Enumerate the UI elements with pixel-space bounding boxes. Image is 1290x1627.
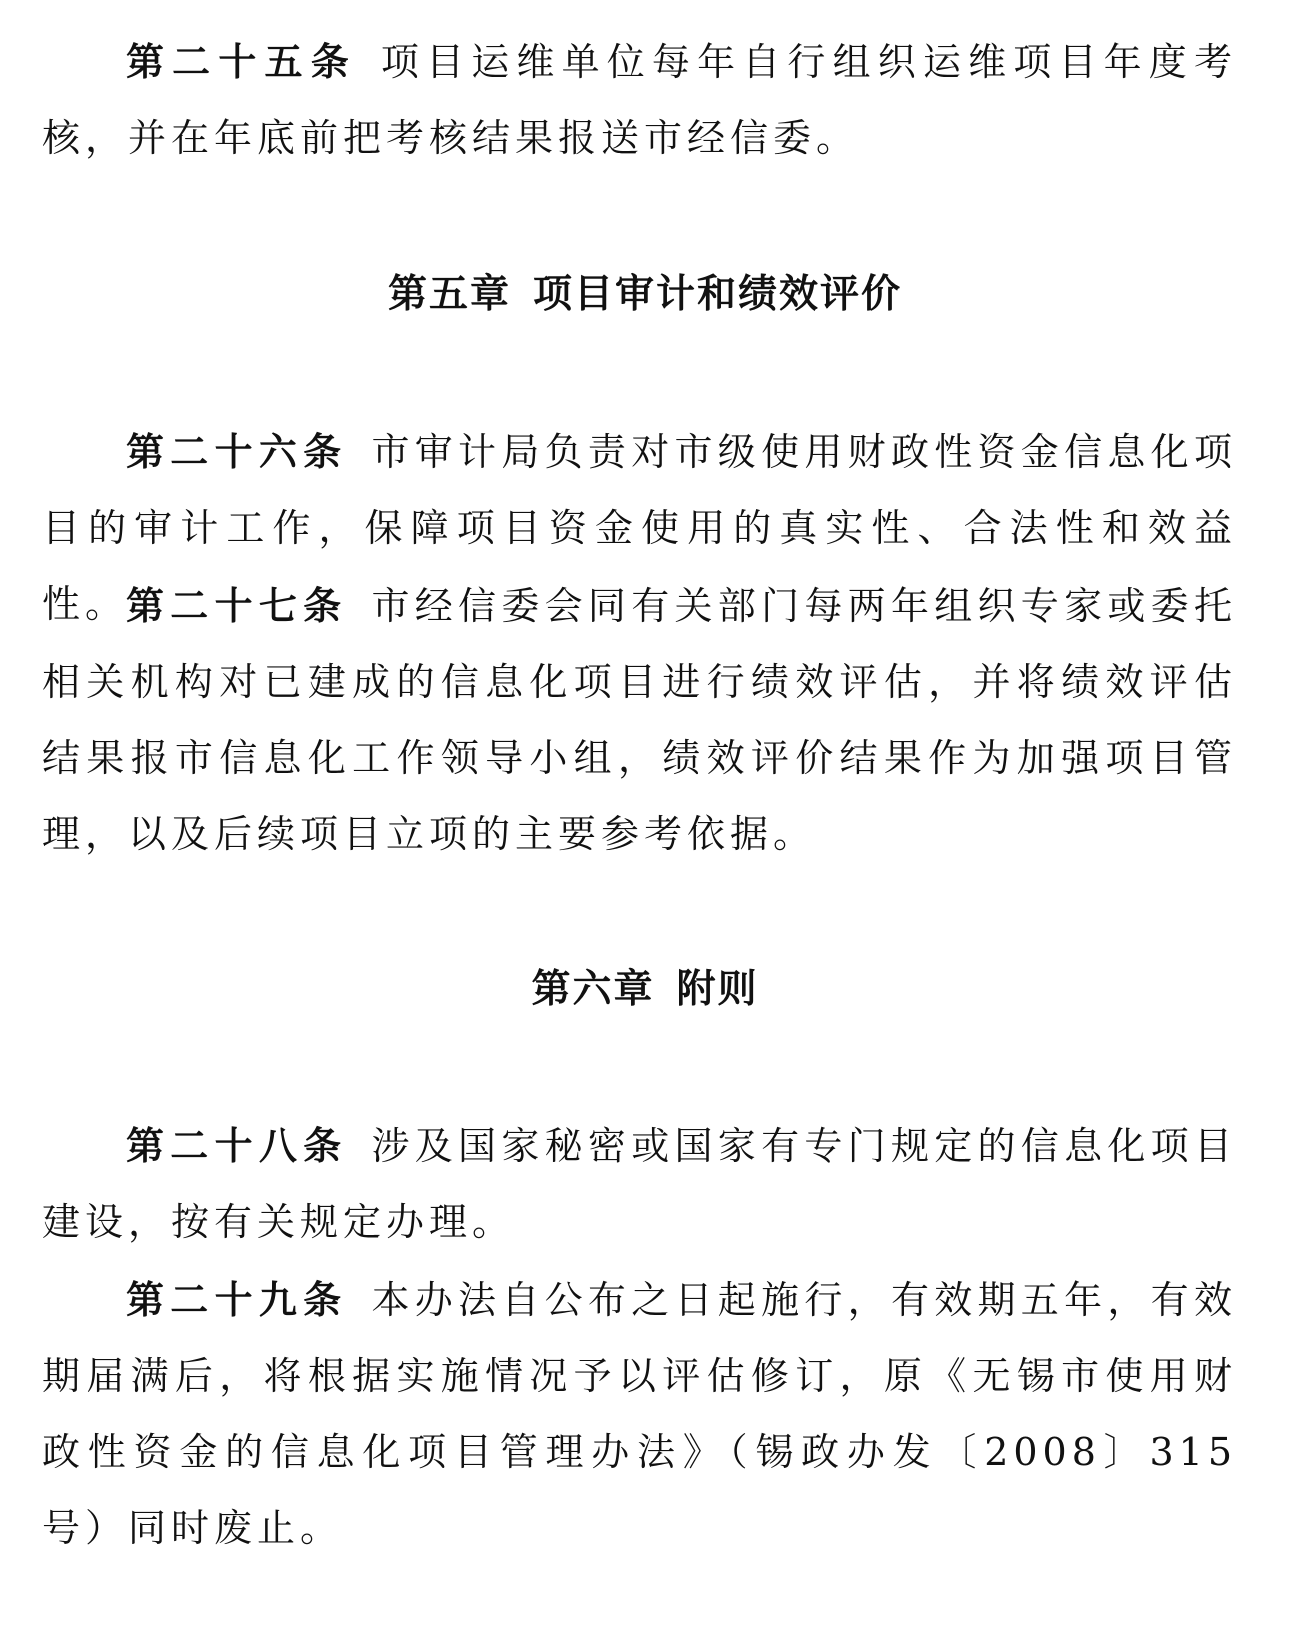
article-29-label: 第二十九条 [126, 1278, 348, 1322]
article-28-text: 涉及国家秘密或国家有专门规定的信息化项目建设，按有关规定办理。 [42, 1124, 1237, 1244]
article-25-text: 项目运维单位每年自行组织运维项目年度考核，并在年底前把考核结果报送市经信委。 [42, 40, 1237, 160]
article-26-label: 第二十六条 [126, 430, 348, 474]
article-29 [42, 1262, 1237, 1566]
chapter-5-label: 第五章 [387, 272, 511, 317]
chapter-6-heading [0, 965, 1290, 1015]
chapter-5-title: 项目审计和绩效评价 [533, 272, 903, 317]
chapter-6-label: 第六章 [531, 967, 655, 1012]
article-27 [42, 568, 1237, 872]
article-29-text: 本办法自公布之日起施行，有效期五年，有效期届满后，将根据实施情况予以评估修订，原《无锡市使用财政性资金的信息化项目管理办法》（锡政办发〔2008〕315号）同时废止。 [42, 1278, 1237, 1550]
article-25-label: 第二十五条 [126, 40, 357, 84]
article-28 [42, 1108, 1237, 1260]
article-27-label: 第二十七条 [126, 584, 348, 628]
article-26-text: 市审计局负责对市级使用财政性资金信息化项目的审计工作，保障项目资金使用的真实性、合法性和效益性。 [42, 430, 1237, 626]
article-27-text: 市经信委会同有关部门每两年组织专家或委托相关机构对已建成的信息化项目进行绩效评估，并将绩效评估结果报市信息化工作领导小组，绩效评价结果作为加强项目管理，以及后续项目立项的主要参考依据。 [42, 584, 1237, 856]
chapter-6-title: 附则 [676, 967, 759, 1012]
article-25 [42, 24, 1237, 176]
chapter-5-heading [0, 270, 1290, 320]
article-28-label: 第二十八条 [126, 1124, 348, 1168]
